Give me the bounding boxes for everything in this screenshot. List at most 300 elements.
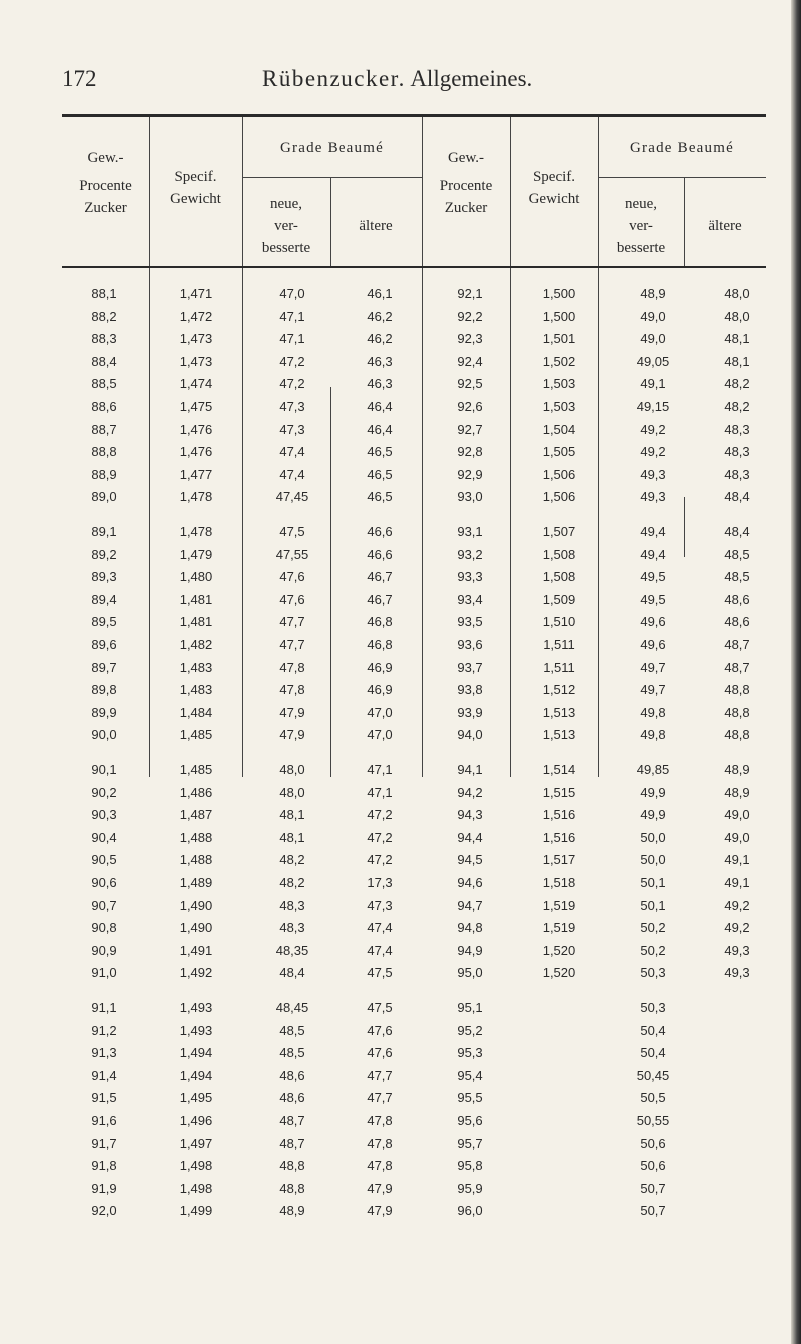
beaume-neue-cell: 49,6	[640, 614, 666, 630]
beaume-neue-cell: 48,5	[279, 1045, 305, 1061]
procente-zucker-cell: 95,6	[457, 1113, 483, 1128]
beaume-aeltere-cell: 46,3	[367, 376, 393, 392]
header-aeltere-2: ältere	[708, 218, 742, 234]
beaume-neue-cell: 47,8	[279, 659, 305, 675]
procente-zucker-cell: 88,1	[91, 286, 117, 301]
procente-zucker-cell: 91,4	[91, 1067, 117, 1083]
beaume-neue-cell: 47,0	[279, 286, 305, 301]
table-row	[62, 1042, 766, 1064]
specif-gewicht-cell: 1,516	[542, 807, 576, 823]
table-row	[62, 872, 766, 894]
beaume-aeltere-cell: 49,1	[724, 852, 750, 868]
procente-zucker-cell: 90,4	[91, 829, 117, 845]
procente-zucker-cell: 95,8	[457, 1158, 483, 1174]
specif-gewicht-cell: 1,498	[179, 1158, 213, 1174]
specif-gewicht-cell: 1,493	[179, 1000, 213, 1015]
beaume-neue-cell: 47,8	[279, 682, 305, 698]
procente-zucker-cell: 92,9	[457, 466, 483, 482]
specif-gewicht-cell: 1,497	[179, 1135, 213, 1151]
beaume-aeltere-cell: 48,6	[724, 614, 750, 630]
beaume-neue-cell: 48,3	[279, 897, 305, 913]
procente-zucker-cell: 89,0	[91, 489, 117, 505]
beaume-aeltere-cell: 48,8	[724, 682, 750, 698]
specif-gewicht-cell: 1,481	[179, 591, 213, 607]
beaume-neue-cell: 49,8	[640, 704, 666, 720]
specif-gewicht-cell: 1,494	[179, 1067, 213, 1083]
procente-zucker-cell: 88,4	[91, 353, 117, 369]
specif-gewicht-cell: 1,478	[179, 489, 213, 505]
table-row	[62, 1087, 766, 1109]
procente-zucker-cell: 88,8	[91, 444, 117, 460]
specif-gewicht-cell: 1,514	[542, 762, 576, 777]
specif-gewicht-cell: 1,484	[179, 704, 213, 720]
beaume-neue-cell: 48,6	[279, 1067, 305, 1083]
procente-zucker-cell: 90,9	[91, 942, 117, 958]
beaume-neue-cell: 50,3	[640, 1000, 666, 1015]
beaume-aeltere-cell: 48,0	[724, 308, 750, 324]
specif-gewicht-cell: 1,518	[542, 875, 576, 890]
beaume-aeltere-cell: 47,7	[367, 1067, 393, 1083]
beaume-aeltere-cell: 49,2	[724, 897, 750, 913]
specif-gewicht-cell: 1,474	[179, 376, 213, 392]
procente-zucker-cell: 95,7	[457, 1135, 483, 1151]
specif-gewicht-cell: 1,513	[542, 727, 576, 743]
procente-zucker-cell: 91,0	[91, 965, 117, 981]
beaume-aeltere-cell: 47,2	[367, 807, 393, 823]
procente-zucker-cell: 90,8	[91, 920, 117, 936]
beaume-aeltere-cell: 48,3	[724, 421, 750, 437]
procente-zucker-cell: 92,7	[457, 421, 483, 437]
beaume-neue-cell: 49,15	[636, 399, 670, 414]
header-subrule	[598, 177, 766, 178]
specif-gewicht-cell: 1,506	[542, 489, 576, 505]
specif-gewicht-cell: 1,490	[179, 897, 213, 913]
specif-gewicht-cell: 1,520	[542, 942, 576, 958]
specif-gewicht-cell: 1,511	[543, 659, 575, 675]
beaume-aeltere-cell: 47,6	[367, 1045, 393, 1061]
beaume-neue-cell: 48,9	[640, 286, 666, 301]
beaume-aeltere-cell: 48,8	[724, 727, 750, 743]
beaume-aeltere-cell: 47,8	[367, 1158, 393, 1174]
beaume-aeltere-cell: 46,1	[367, 286, 393, 301]
specif-gewicht-cell: 1,500	[542, 286, 576, 301]
beaume-aeltere-cell: 48,1	[724, 331, 750, 347]
beaume-aeltere-cell: 49,3	[724, 942, 750, 958]
specif-gewicht-cell: 1,495	[179, 1090, 213, 1106]
procente-zucker-cell: 89,6	[91, 637, 117, 652]
procente-zucker-cell: 89,3	[91, 569, 117, 585]
specif-gewicht-cell: 1,473	[179, 353, 213, 369]
sugar-density-table	[62, 114, 766, 1219]
table-row	[62, 1065, 766, 1087]
beaume-aeltere-cell: 47,2	[367, 852, 393, 868]
beaume-aeltere-cell: 48,3	[724, 466, 750, 482]
beaume-neue-cell: 48,5	[279, 1022, 305, 1038]
specif-gewicht-cell: 1,498	[179, 1180, 213, 1196]
beaume-neue-cell: 47,5	[279, 524, 305, 539]
beaume-neue-cell: 47,2	[279, 353, 305, 369]
beaume-aeltere-cell: 46,8	[367, 614, 393, 630]
specif-gewicht-cell: 1,483	[179, 659, 213, 675]
beaume-neue-cell: 50,2	[640, 920, 666, 936]
specif-gewicht-cell: 1,473	[179, 331, 213, 347]
beaume-neue-cell: 48,1	[279, 807, 305, 823]
procente-zucker-cell: 90,0	[91, 727, 117, 743]
specif-gewicht-cell: 1,493	[179, 1022, 213, 1038]
specif-gewicht-cell: 1,508	[542, 546, 576, 562]
beaume-neue-cell: 48,7	[279, 1135, 305, 1151]
procente-zucker-cell: 89,8	[91, 682, 117, 698]
table-row	[62, 306, 766, 328]
beaume-aeltere-cell: 48,2	[724, 376, 750, 392]
specif-gewicht-cell: 1,488	[179, 852, 213, 868]
specif-gewicht-cell: 1,494	[179, 1045, 213, 1061]
beaume-neue-cell: 49,2	[640, 444, 666, 460]
table-row	[62, 544, 766, 566]
specif-gewicht-cell: 1,510	[542, 614, 576, 630]
specif-gewicht-cell: 1,476	[179, 421, 213, 437]
header-grade-beaume: Grade Beaumé	[280, 140, 384, 156]
procente-zucker-cell: 94,6	[457, 875, 483, 890]
table-row	[62, 566, 766, 588]
beaume-aeltere-cell: 48,7	[724, 637, 750, 652]
procente-zucker-cell: 89,1	[91, 524, 117, 539]
procente-zucker-cell: 90,2	[91, 784, 117, 800]
procente-zucker-cell: 90,5	[91, 852, 117, 868]
page-number: 172	[62, 66, 97, 91]
beaume-aeltere-cell: 47,1	[367, 784, 393, 800]
specif-gewicht-cell: 1,499	[179, 1203, 213, 1219]
procente-zucker-cell: 92,8	[457, 444, 483, 460]
table-row	[62, 521, 766, 543]
procente-zucker-cell: 93,3	[457, 569, 483, 585]
beaume-neue-cell: 50,55	[636, 1113, 670, 1128]
beaume-neue-cell: 47,45	[275, 489, 309, 505]
table-row	[62, 351, 766, 373]
header-neue-verbesserte-2: neue, ver- besserte	[616, 196, 666, 256]
procente-zucker-cell: 89,4	[91, 591, 117, 607]
beaume-aeltere-cell: 46,5	[367, 444, 393, 460]
beaume-neue-cell: 49,4	[640, 546, 666, 562]
beaume-neue-cell: 50,7	[640, 1180, 666, 1196]
specif-gewicht-cell: 1,519	[542, 897, 576, 913]
header-specif-gewicht: Specif. Gewicht	[170, 169, 221, 207]
beaume-neue-cell: 48,8	[279, 1180, 305, 1196]
table-row	[62, 1200, 766, 1222]
beaume-neue-cell: 47,6	[279, 569, 305, 585]
beaume-aeltere-cell: 46,7	[367, 569, 393, 585]
beaume-aeltere-cell: 48,9	[724, 784, 750, 800]
procente-zucker-cell: 88,9	[91, 466, 117, 482]
procente-zucker-cell: 94,3	[457, 807, 483, 823]
procente-zucker-cell: 93,2	[457, 546, 483, 562]
procente-zucker-cell: 91,1	[91, 1000, 117, 1015]
procente-zucker-cell: 91,7	[91, 1135, 117, 1151]
specif-gewicht-cell: 1,487	[179, 807, 213, 823]
table-row	[62, 759, 766, 781]
beaume-aeltere-cell: 17,3	[367, 875, 393, 890]
beaume-aeltere-cell: 46,5	[367, 466, 393, 482]
procente-zucker-cell: 95,3	[457, 1045, 483, 1061]
specif-gewicht-cell: 1,479	[179, 546, 213, 562]
beaume-neue-cell: 49,2	[640, 421, 666, 437]
beaume-aeltere-cell: 48,6	[724, 591, 750, 607]
specif-gewicht-cell: 1,490	[179, 920, 213, 936]
page-title: Rübenzucker. Allgemeines.	[262, 66, 533, 91]
procente-zucker-cell: 93,7	[457, 659, 483, 675]
procente-zucker-cell: 93,8	[457, 682, 483, 698]
specif-gewicht-cell: 1,485	[179, 727, 213, 743]
specif-gewicht-cell: 1,500	[542, 308, 576, 324]
beaume-aeltere-cell: 48,3	[724, 444, 750, 460]
procente-zucker-cell: 94,5	[457, 852, 483, 868]
table-row	[62, 396, 766, 418]
beaume-neue-cell: 50,1	[640, 875, 666, 890]
beaume-aeltere-cell: 46,7	[367, 591, 393, 607]
beaume-neue-cell: 48,45	[275, 1000, 309, 1015]
beaume-neue-cell: 47,7	[279, 637, 305, 652]
beaume-neue-cell: 49,9	[640, 784, 666, 800]
table-row	[62, 1178, 766, 1200]
table-row	[62, 589, 766, 611]
specif-gewicht-cell: 1,489	[179, 875, 213, 890]
procente-zucker-cell: 88,7	[91, 421, 117, 437]
procente-zucker-cell: 95,0	[457, 965, 483, 981]
beaume-neue-cell: 49,9	[640, 807, 666, 823]
header-grade-beaume-2: Grade Beaumé	[630, 140, 734, 156]
specif-gewicht-cell: 1,486	[179, 784, 213, 800]
beaume-neue-cell: 47,3	[279, 399, 305, 414]
specif-gewicht-cell: 1,480	[179, 569, 213, 585]
beaume-aeltere-cell: 48,5	[724, 546, 750, 562]
beaume-neue-cell: 49,5	[640, 591, 666, 607]
beaume-aeltere-cell: 49,0	[724, 829, 750, 845]
beaume-aeltere-cell: 46,9	[367, 659, 393, 675]
table-row	[62, 657, 766, 679]
procente-zucker-cell: 95,2	[457, 1022, 483, 1038]
beaume-neue-cell: 48,9	[279, 1203, 305, 1219]
beaume-aeltere-cell: 46,9	[367, 682, 393, 698]
procente-zucker-cell: 92,0	[91, 1203, 117, 1219]
header-subrule	[242, 177, 422, 178]
beaume-neue-cell: 48,1	[279, 829, 305, 845]
specif-gewicht-cell: 1,481	[179, 614, 213, 630]
beaume-aeltere-cell: 46,4	[367, 421, 393, 437]
beaume-neue-cell: 48,4	[279, 965, 305, 981]
procente-zucker-cell: 93,9	[457, 704, 483, 720]
beaume-aeltere-cell: 49,1	[724, 875, 750, 890]
procente-zucker-cell: 95,9	[457, 1180, 483, 1196]
beaume-aeltere-cell: 47,5	[367, 965, 393, 981]
beaume-neue-cell: 48,0	[279, 762, 305, 777]
procente-zucker-cell: 90,1	[91, 762, 117, 777]
beaume-neue-cell: 48,8	[279, 1158, 305, 1174]
beaume-neue-cell: 49,0	[640, 331, 666, 347]
beaume-aeltere-cell: 48,7	[724, 659, 750, 675]
table-row	[62, 782, 766, 804]
specif-gewicht-cell: 1,509	[542, 591, 576, 607]
beaume-aeltere-cell: 47,6	[367, 1022, 393, 1038]
beaume-aeltere-cell: 48,0	[724, 286, 750, 301]
beaume-neue-cell: 50,6	[640, 1158, 666, 1174]
table-row	[62, 373, 766, 395]
beaume-neue-cell: 47,9	[279, 727, 305, 743]
procente-zucker-cell: 95,4	[457, 1067, 483, 1083]
procente-zucker-cell: 89,9	[91, 704, 117, 720]
beaume-aeltere-cell: 46,8	[367, 637, 393, 652]
beaume-aeltere-cell: 46,2	[367, 331, 393, 347]
beaume-neue-cell: 47,6	[279, 591, 305, 607]
beaume-aeltere-cell: 48,9	[724, 762, 750, 777]
beaume-neue-cell: 50,1	[640, 897, 666, 913]
page-edge-shadow	[791, 0, 801, 1344]
beaume-neue-cell: 49,7	[640, 682, 666, 698]
procente-zucker-cell: 93,4	[457, 591, 483, 607]
beaume-neue-cell: 49,0	[640, 308, 666, 324]
beaume-neue-cell: 50,45	[636, 1067, 670, 1083]
procente-zucker-cell: 93,0	[457, 489, 483, 505]
specif-gewicht-cell: 1,491	[179, 942, 213, 958]
specif-gewicht-cell: 1,492	[179, 965, 213, 981]
beaume-aeltere-cell: 46,2	[367, 308, 393, 324]
procente-zucker-cell: 93,6	[457, 637, 483, 652]
beaume-aeltere-cell: 47,8	[367, 1135, 393, 1151]
beaume-neue-cell: 48,6	[279, 1090, 305, 1106]
procente-zucker-cell: 91,2	[91, 1022, 117, 1038]
specif-gewicht-cell: 1,472	[179, 308, 213, 324]
beaume-aeltere-cell: 47,4	[367, 920, 393, 936]
table-row	[62, 679, 766, 701]
procente-zucker-cell: 92,6	[457, 399, 483, 414]
specif-gewicht-cell: 1,507	[542, 524, 576, 539]
specif-gewicht-cell: 1,506	[542, 466, 576, 482]
procente-zucker-cell: 88,3	[91, 331, 117, 347]
beaume-aeltere-cell: 47,3	[367, 897, 393, 913]
table-row	[62, 1020, 766, 1042]
specif-gewicht-cell: 1,516	[542, 829, 576, 845]
table-row	[62, 917, 766, 939]
beaume-neue-cell: 50,0	[640, 852, 666, 868]
table-row	[62, 1133, 766, 1155]
beaume-neue-cell: 49,3	[640, 489, 666, 505]
beaume-aeltere-cell: 48,2	[724, 399, 750, 414]
beaume-neue-cell: 50,4	[640, 1022, 666, 1038]
beaume-neue-cell: 49,4	[640, 524, 666, 539]
beaume-neue-cell: 47,9	[279, 704, 305, 720]
table-row	[62, 895, 766, 917]
page-header	[62, 66, 762, 102]
beaume-neue-cell: 49,3	[640, 466, 666, 482]
specif-gewicht-cell: 1,511	[543, 637, 575, 652]
table-row	[62, 1155, 766, 1177]
header-bottom-rule	[62, 266, 766, 268]
beaume-neue-cell: 50,3	[640, 965, 666, 981]
beaume-neue-cell: 50,2	[640, 942, 666, 958]
beaume-aeltere-cell: 46,6	[367, 524, 393, 539]
beaume-aeltere-cell: 49,0	[724, 807, 750, 823]
header-specif-gewicht-2: Specif. Gewicht	[528, 169, 580, 207]
specif-gewicht-cell: 1,503	[542, 399, 576, 414]
table-row	[62, 419, 766, 441]
table-row	[62, 486, 766, 508]
beaume-neue-cell: 47,3	[279, 421, 305, 437]
procente-zucker-cell: 89,7	[91, 659, 117, 675]
table-row	[62, 328, 766, 350]
procente-zucker-cell: 94,1	[457, 762, 483, 777]
table-row	[62, 1110, 766, 1132]
procente-zucker-cell: 95,5	[457, 1090, 483, 1106]
beaume-neue-cell: 50,7	[640, 1203, 666, 1219]
procente-zucker-cell: 88,2	[91, 308, 117, 324]
procente-zucker-cell: 88,5	[91, 376, 117, 392]
table-row	[62, 724, 766, 746]
beaume-aeltere-cell: 47,0	[367, 704, 393, 720]
beaume-aeltere-cell: 48,8	[724, 704, 750, 720]
beaume-aeltere-cell: 47,7	[367, 1090, 393, 1106]
beaume-aeltere-cell: 48,5	[724, 569, 750, 585]
beaume-neue-cell: 47,7	[279, 614, 305, 630]
table-row	[62, 997, 766, 1019]
beaume-neue-cell: 50,5	[640, 1090, 666, 1106]
beaume-aeltere-cell: 47,4	[367, 942, 393, 958]
procente-zucker-cell: 92,2	[457, 308, 483, 324]
specif-gewicht-cell: 1,501	[542, 331, 576, 347]
specif-gewicht-cell: 1,482	[179, 637, 213, 652]
table-row	[62, 464, 766, 486]
specif-gewicht-cell: 1,505	[542, 444, 576, 460]
procente-zucker-cell: 89,5	[91, 614, 117, 630]
table-row	[62, 611, 766, 633]
beaume-neue-cell: 48,2	[279, 852, 305, 868]
beaume-neue-cell: 49,5	[640, 569, 666, 585]
beaume-neue-cell: 49,7	[640, 659, 666, 675]
specif-gewicht-cell: 1,512	[542, 682, 576, 698]
beaume-neue-cell: 48,3	[279, 920, 305, 936]
header-aeltere: ältere	[359, 218, 393, 234]
table-row	[62, 702, 766, 724]
beaume-aeltere-cell: 48,4	[724, 489, 750, 505]
specif-gewicht-cell: 1,475	[179, 399, 213, 414]
specif-gewicht-cell: 1,503	[542, 376, 576, 392]
specif-gewicht-cell: 1,515	[542, 784, 576, 800]
table-row	[62, 827, 766, 849]
specif-gewicht-cell: 1,496	[179, 1113, 213, 1128]
beaume-neue-cell: 47,1	[279, 331, 305, 347]
beaume-neue-cell: 48,2	[279, 875, 305, 890]
procente-zucker-cell: 91,5	[91, 1090, 117, 1106]
table-row	[62, 283, 766, 305]
procente-zucker-cell: 94,9	[457, 942, 483, 958]
beaume-aeltere-cell: 47,1	[367, 762, 393, 777]
specif-gewicht-cell: 1,478	[179, 524, 213, 539]
header-gew-procente-zucker-2: Gew.- Procente Zucker	[439, 150, 493, 216]
procente-zucker-cell: 94,8	[457, 920, 483, 936]
procente-zucker-cell: 91,3	[91, 1045, 117, 1061]
beaume-aeltere-cell: 48,1	[724, 353, 750, 369]
beaume-neue-cell: 49,05	[636, 353, 670, 369]
beaume-aeltere-cell: 47,0	[367, 727, 393, 743]
procente-zucker-cell: 91,9	[91, 1180, 117, 1196]
beaume-neue-cell: 47,1	[279, 308, 305, 324]
procente-zucker-cell: 93,5	[457, 614, 483, 630]
procente-zucker-cell: 93,1	[457, 524, 483, 539]
beaume-neue-cell: 49,85	[636, 762, 670, 777]
page-subtitle: Allgemeines.	[410, 66, 533, 91]
beaume-aeltere-cell: 47,9	[367, 1180, 393, 1196]
header-neue-verbesserte: neue, ver- besserte	[261, 196, 311, 256]
beaume-neue-cell: 50,0	[640, 829, 666, 845]
procente-zucker-cell: 94,0	[457, 727, 483, 743]
